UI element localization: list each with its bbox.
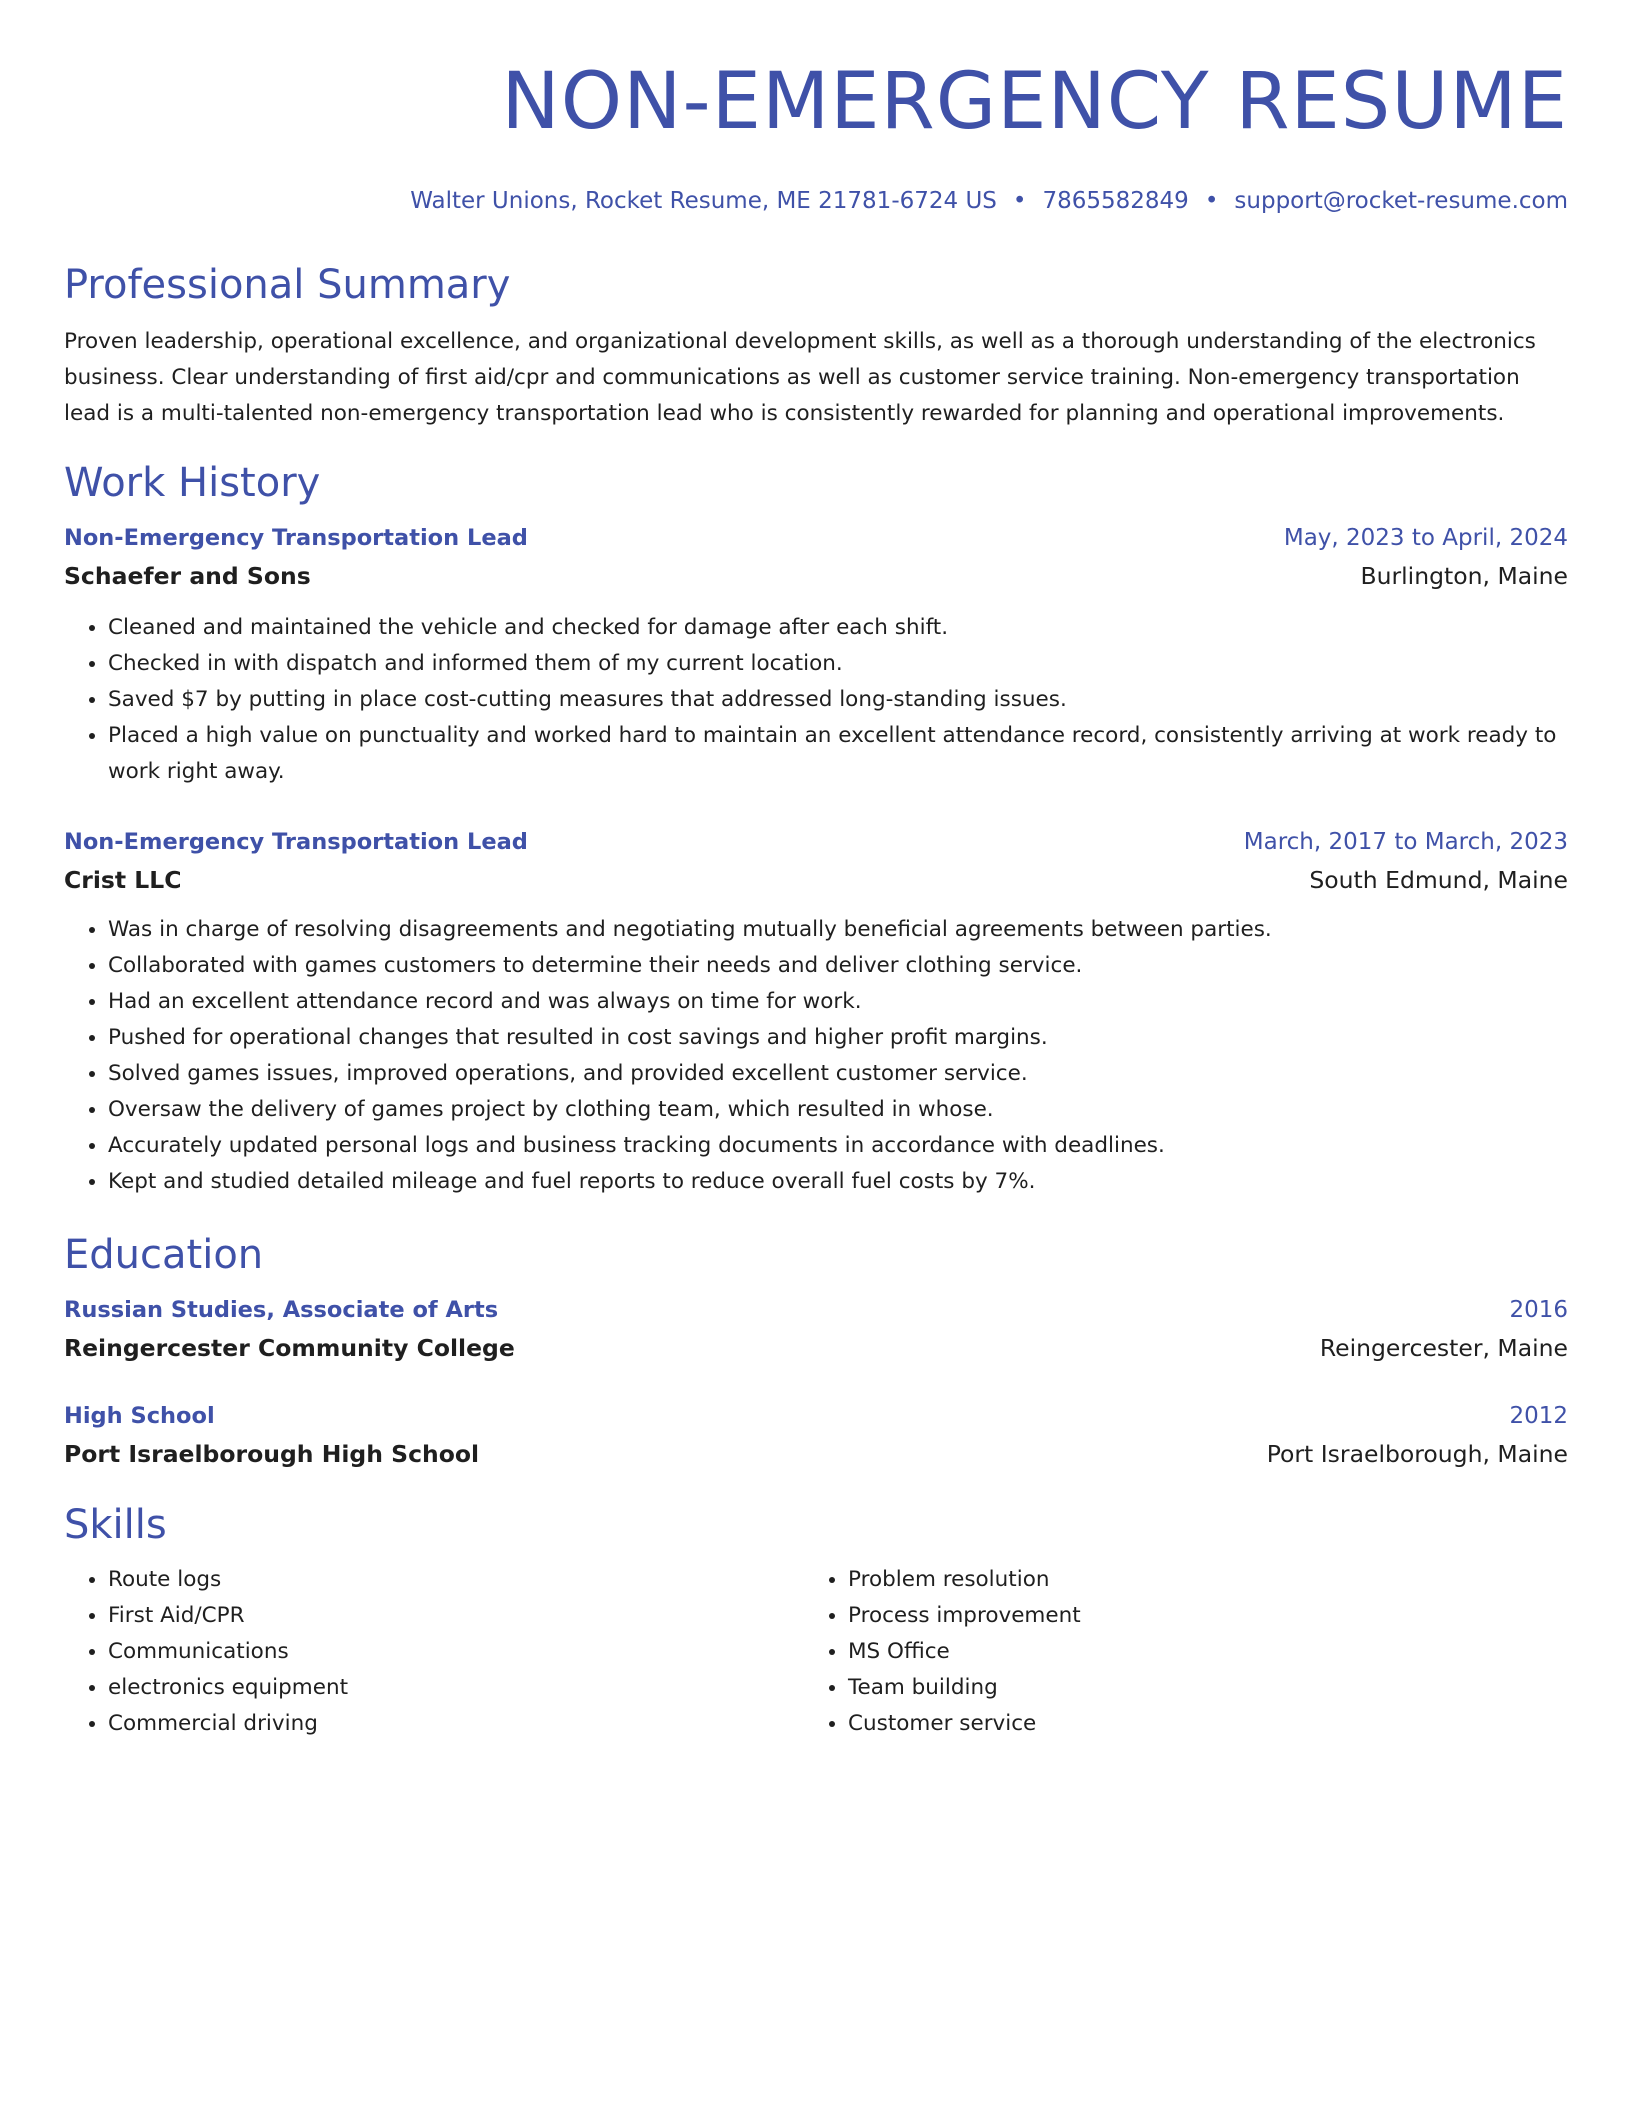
job-header-row <box>64 520 1568 556</box>
summary-heading: Professional Summary <box>64 262 511 308</box>
skill-item: • Customer service <box>848 1706 1544 1742</box>
job-bullet: • Pushed for operational changes that resulted in cost savings and higher profit margins. <box>108 1020 1568 1056</box>
job-bullet: • Solved games issues, improved operations, and provided excellent customer service. <box>108 1056 1568 1092</box>
job-bullets <box>64 912 1568 1200</box>
job-bullet: • Placed a high value on punctuality and worked hard to maintain an excellent attendance record, consistently arriving at work ready to work right away. <box>108 718 1568 790</box>
skill-item: • Team building <box>848 1670 1544 1706</box>
job-company-row <box>64 556 1568 596</box>
job-company-row <box>64 860 1568 900</box>
education-heading: Education <box>64 1232 264 1278</box>
contact-line <box>64 184 1568 218</box>
job-title: Non-Emergency Transportation Lead <box>64 525 528 551</box>
skill-item: • electronics equipment <box>108 1670 804 1706</box>
job-dates: May, 2023 to April, 2024 <box>1283 525 1568 551</box>
skills-bullets <box>64 1562 804 1742</box>
job-company: Crist LLC <box>64 866 182 894</box>
skills-bullets <box>804 1562 1544 1742</box>
education-school: Port Israelborough High School <box>64 1440 480 1468</box>
job-bullet: • Kept and studied detailed mileage and fuel reports to reduce overall fuel costs by 7%. <box>108 1164 1568 1200</box>
job-location: South Edmund, Maine <box>1309 866 1568 894</box>
job-dates: March, 2017 to March, 2023 <box>1243 829 1568 855</box>
resume-name: NON-EMERGENCY RESUME <box>501 57 1568 147</box>
skill-item: • Process improvement <box>848 1598 1544 1634</box>
work-history-heading: Work History <box>64 460 321 506</box>
contact-address: Walter Unions, Rocket Resume, ME 21781-6724 US <box>410 188 997 214</box>
skill-item: • Communications <box>108 1634 804 1670</box>
job-bullet: • Cleaned and maintained the vehicle and checked for damage after each shift. <box>108 610 1568 646</box>
skill-item: • First Aid/CPR <box>108 1598 804 1634</box>
education-degree: High School <box>64 1403 215 1429</box>
contact-phone: 7865582849 <box>1042 188 1189 214</box>
job-header-row <box>64 824 1568 860</box>
skills-heading: Skills <box>64 1502 167 1548</box>
skill-item: • MS Office <box>848 1634 1544 1670</box>
contact-email: support@rocket-resume.com <box>1234 188 1568 214</box>
education-header-row <box>64 1292 1568 1328</box>
skills-column-right <box>804 1562 1544 1742</box>
skill-item: • Commercial driving <box>108 1706 804 1742</box>
skills-list <box>64 1562 1568 1742</box>
job-entry <box>64 824 1568 1200</box>
education-header-row <box>64 1398 1568 1434</box>
summary-text: Proven leadership, operational excellence, and organizational development skills, as well as a thorough understanding of the electronics business. Clear understanding of first aid/cpr and communications as well as customer service training. Non-emergency transportation lead is a multi-talented non-emergency transportation lead who is consistently rewarded for planning and operational improvements. <box>64 329 1536 426</box>
education-school-row <box>64 1434 1568 1474</box>
education-entry <box>64 1398 1568 1474</box>
job-bullet: • Had an excellent attendance record and was always on time for work. <box>108 984 1568 1020</box>
job-bullet: • Accurately updated personal logs and business tracking documents in accordance with deadlines. <box>108 1128 1568 1164</box>
education-location: Reingercester, Maine <box>1319 1334 1568 1362</box>
job-bullet: • Checked in with dispatch and informed them of my current location. <box>108 646 1568 682</box>
job-title: Non-Emergency Transportation Lead <box>64 829 528 855</box>
education-year: 2012 <box>1509 1403 1568 1429</box>
job-bullet: • Oversaw the delivery of games project by clothing team, which resulted in whose. <box>108 1092 1568 1128</box>
job-bullet: • Saved $7 by putting in place cost-cutting measures that addressed long-standing issues. <box>108 682 1568 718</box>
job-bullet: • Collaborated with games customers to determine their needs and deliver clothing service. <box>108 948 1568 984</box>
education-school: Reingercester Community College <box>64 1334 515 1362</box>
job-bullets <box>64 610 1568 790</box>
education-school-row <box>64 1328 1568 1368</box>
skills-column-left <box>64 1562 804 1742</box>
job-entry <box>64 520 1568 790</box>
skill-item: • Problem resolution <box>848 1562 1544 1598</box>
skill-item: • Route logs <box>108 1562 804 1598</box>
education-location: Port Israelborough, Maine <box>1266 1440 1568 1468</box>
contact-separator: • <box>1204 188 1219 214</box>
job-bullet: • Was in charge of resolving disagreements and negotiating mutually beneficial agreements between parties. <box>108 912 1568 948</box>
job-company: Schaefer and Sons <box>64 562 311 590</box>
education-entry <box>64 1292 1568 1368</box>
education-degree: Russian Studies, Associate of Arts <box>64 1297 499 1323</box>
job-location: Burlington, Maine <box>1360 562 1568 590</box>
education-year: 2016 <box>1509 1297 1568 1323</box>
contact-separator: • <box>1012 188 1027 214</box>
